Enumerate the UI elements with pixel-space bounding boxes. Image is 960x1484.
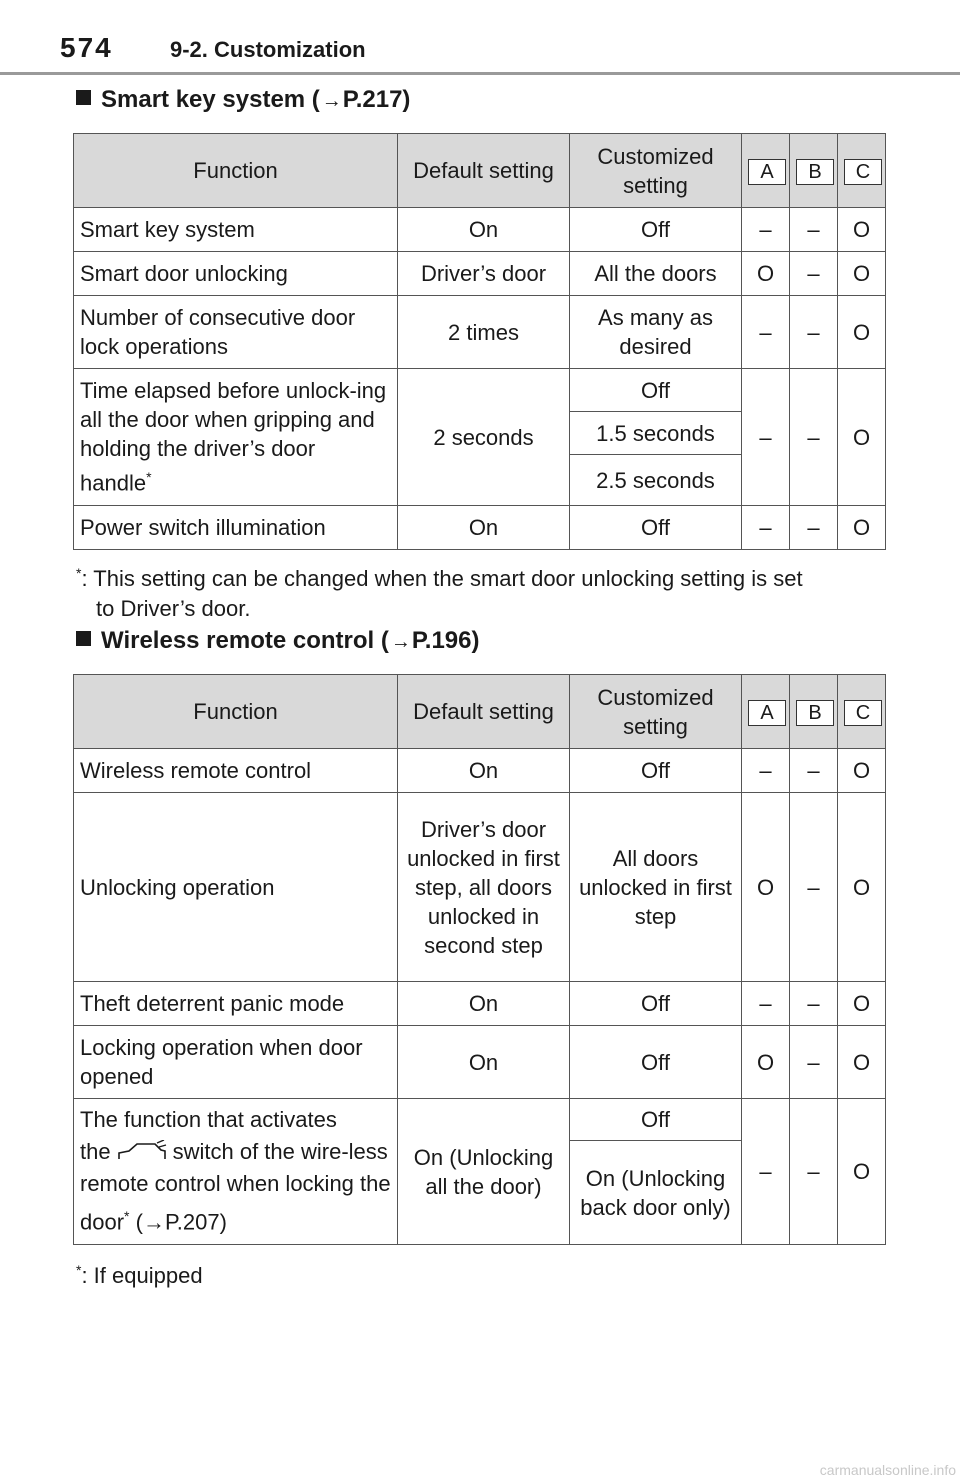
table-row: Power switch illumination On Off – – O — [74, 506, 886, 550]
car-rear-door-icon — [117, 1140, 167, 1162]
col-b — [790, 134, 838, 208]
col-a — [742, 134, 790, 208]
square-bullet-icon — [76, 631, 91, 646]
watermark: carmanualsonline.info — [819, 1462, 956, 1478]
header-divider — [0, 72, 960, 75]
table-row: 1.5 seconds — [74, 412, 886, 455]
col-c — [838, 675, 886, 749]
section-title-wireless-remote: Wireless remote control ( →P.196) — [76, 627, 479, 655]
page-number: 574 — [60, 32, 113, 63]
smart-key-table — [73, 133, 886, 550]
table-row: The function that activates the switch of the wire-less remote control when locking the door* (→P.207) On (Unlocking all the door) Off – – O — [74, 1099, 886, 1141]
badge-a: A — [748, 159, 786, 185]
footnote-wireless-remote: *: If equipped — [76, 1262, 203, 1288]
badge-a: A — [748, 700, 786, 726]
table-header-row — [74, 134, 886, 208]
table-row: Time elapsed before unlock-ing all the door when gripping and holding the driver’s door handle* 2 seconds Off – – O — [74, 369, 886, 412]
badge-c: C — [844, 700, 882, 726]
col-customized: Customized setting — [570, 675, 742, 749]
footnote-smart-key: *: This setting can be changed when the smart door unlocking setting is set to Driver’s door. — [76, 565, 803, 621]
badge-b: B — [796, 700, 834, 726]
table-row: Unlocking operation Driver’s door unlocked in first step, all doors unlocked in second step All doors unlocked in first step O – O — [74, 793, 886, 982]
square-bullet-icon — [76, 90, 91, 105]
col-b — [790, 675, 838, 749]
badge-b: B — [796, 159, 834, 185]
table-row: Smart key system On Off – – O — [74, 208, 886, 252]
wireless-remote-table — [73, 674, 886, 1245]
table-row: 2.5 seconds — [74, 455, 886, 506]
badge-c: C — [844, 159, 882, 185]
col-function: Function — [74, 675, 398, 749]
col-a — [742, 675, 790, 749]
chapter-title: 9-2. Customization — [170, 37, 366, 62]
arrow-right-icon: → — [321, 90, 342, 112]
col-customized: Customized setting — [570, 134, 742, 208]
col-default: Default setting — [398, 134, 570, 208]
arrow-right-icon: → — [390, 631, 411, 653]
table-row: Locking operation when door opened On Off O – O — [74, 1026, 886, 1099]
table-header-row — [74, 675, 886, 749]
table-row: Smart door unlocking Driver’s door All the doors O – O — [74, 252, 886, 296]
page-ref-link[interactable]: P.207 — [164, 1209, 220, 1235]
page-header — [0, 0, 960, 74]
page-ref-link[interactable]: P.196 — [411, 627, 472, 654]
col-default: Default setting — [398, 675, 570, 749]
section-title-smart-key: Smart key system ( →P.217) — [76, 86, 410, 114]
table-row: Number of consecutive door lock operations 2 times As many as desired – – O — [74, 296, 886, 369]
table-row: Theft deterrent panic mode On Off – – O — [74, 982, 886, 1026]
table-row: On (Unlocking back door only) — [74, 1141, 886, 1245]
page-ref-link[interactable]: P.217 — [342, 86, 403, 113]
arrow-right-icon: → — [142, 1209, 165, 1235]
col-function: Function — [74, 134, 398, 208]
table-row: Wireless remote control On Off – – O — [74, 749, 886, 793]
col-c — [838, 134, 886, 208]
